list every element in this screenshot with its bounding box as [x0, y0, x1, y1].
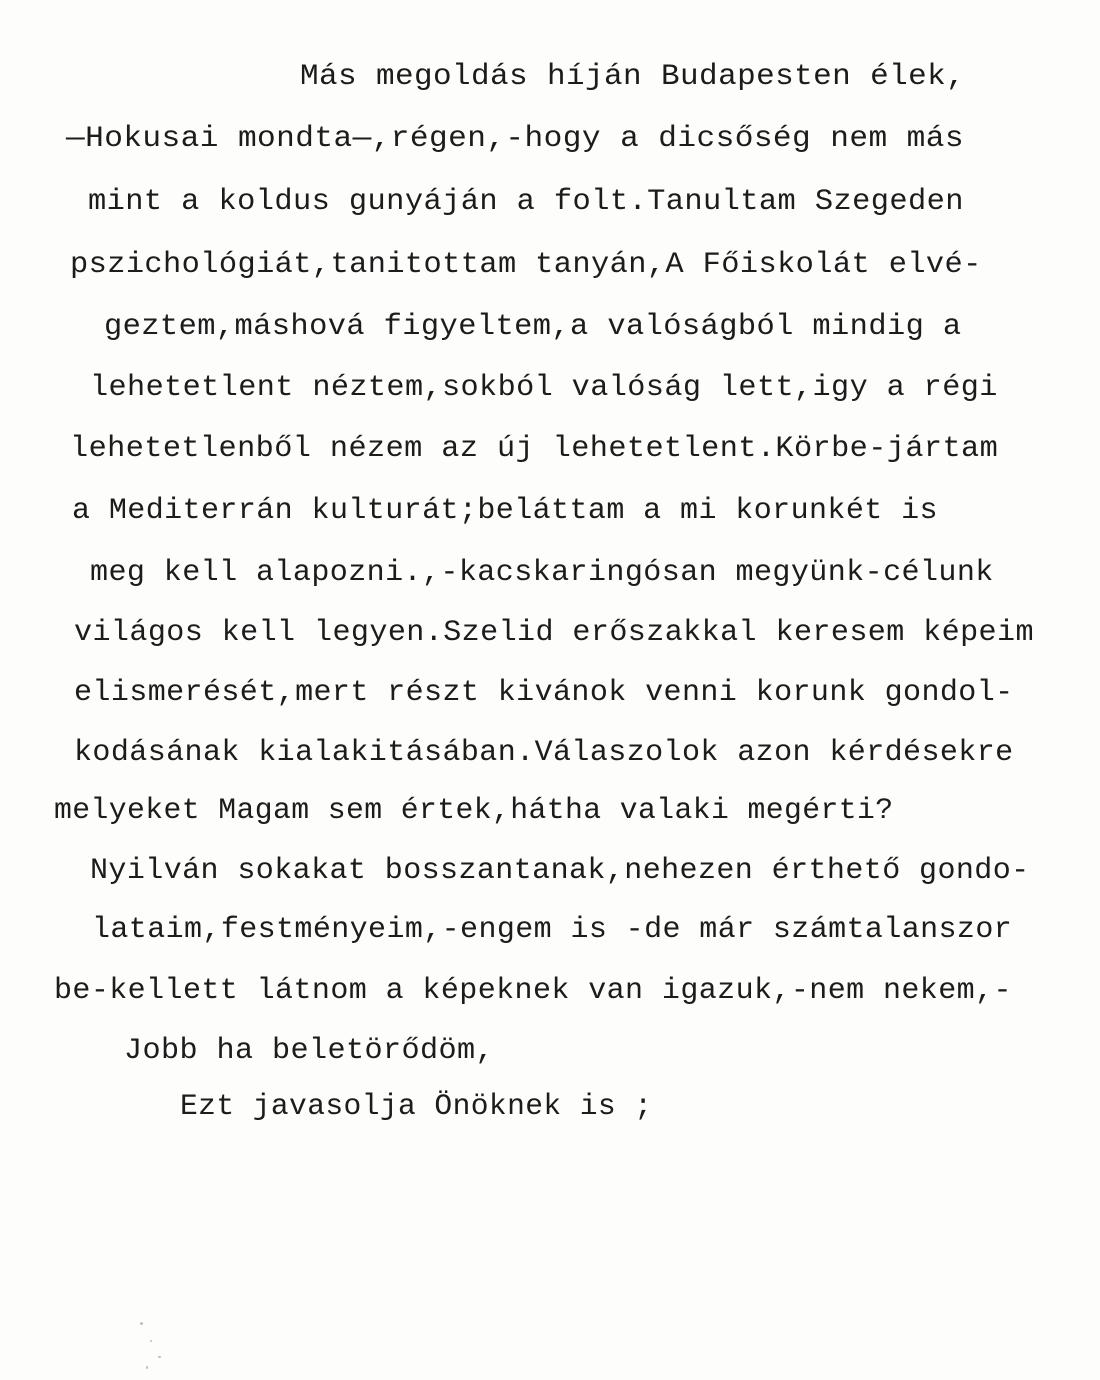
text-line-2: —Hokusai mondta—,régen,-hogy a dicsőség nem más — [66, 122, 964, 156]
text-line-13: melyeket Magam sem értek,hátha valaki megérti? — [54, 794, 894, 828]
text-line-12: kodásának kialakitásában.Válaszolok azon kérdésekre — [74, 736, 1014, 770]
text-line-14: Nyilván sokakat bosszantanak,nehezen érthető gondo- — [90, 854, 1030, 888]
paper-speck — [150, 1340, 152, 1342]
text-line-4: pszichológiát,tanitottam tanyán,A Főiskolát elvé- — [70, 248, 982, 282]
text-line-17: Jobb ha beletörődöm, — [124, 1034, 495, 1068]
text-line-16: be-kellett látnom a képeknek van igazuk,-nem nekem,- — [54, 974, 1012, 1008]
text-line-10: világos kell legyen.Szelid erőszakkal keresem képeim — [74, 616, 1034, 650]
text-line-11: elismerését,mert részt kivánok venni korunk gondol- — [74, 676, 1014, 710]
text-line-9: meg kell alapozni.,-kacskaringósan megyünk-célunk — [90, 556, 994, 590]
paper-speck — [140, 1322, 143, 1325]
text-line-3: mint a koldus gunyáján a folt.Tanultam Szegeden — [88, 185, 964, 219]
paper-speck — [158, 1356, 161, 1358]
text-line-6: lehetetlent néztem,sokból valóság lett,igy a régi — [90, 371, 998, 405]
text-line-8: a Mediterrán kulturát;beláttam a mi korunkét is — [72, 494, 938, 528]
text-line-5: geztem,máshová figyeltem,a valóságból mindig a — [104, 310, 962, 344]
text-line-15: lataim,festményeim,-engem is -de már számtalanszor — [92, 913, 1013, 947]
text-line-1: Más megoldás híján Budapesten élek, — [300, 60, 966, 94]
text-line-7: lehetetlenből nézem az új lehetetlent.Körbe-jártam — [70, 432, 999, 466]
text-line-18: Ezt javasolja Önöknek is ; — [180, 1090, 653, 1124]
paper-speck — [146, 1366, 148, 1369]
